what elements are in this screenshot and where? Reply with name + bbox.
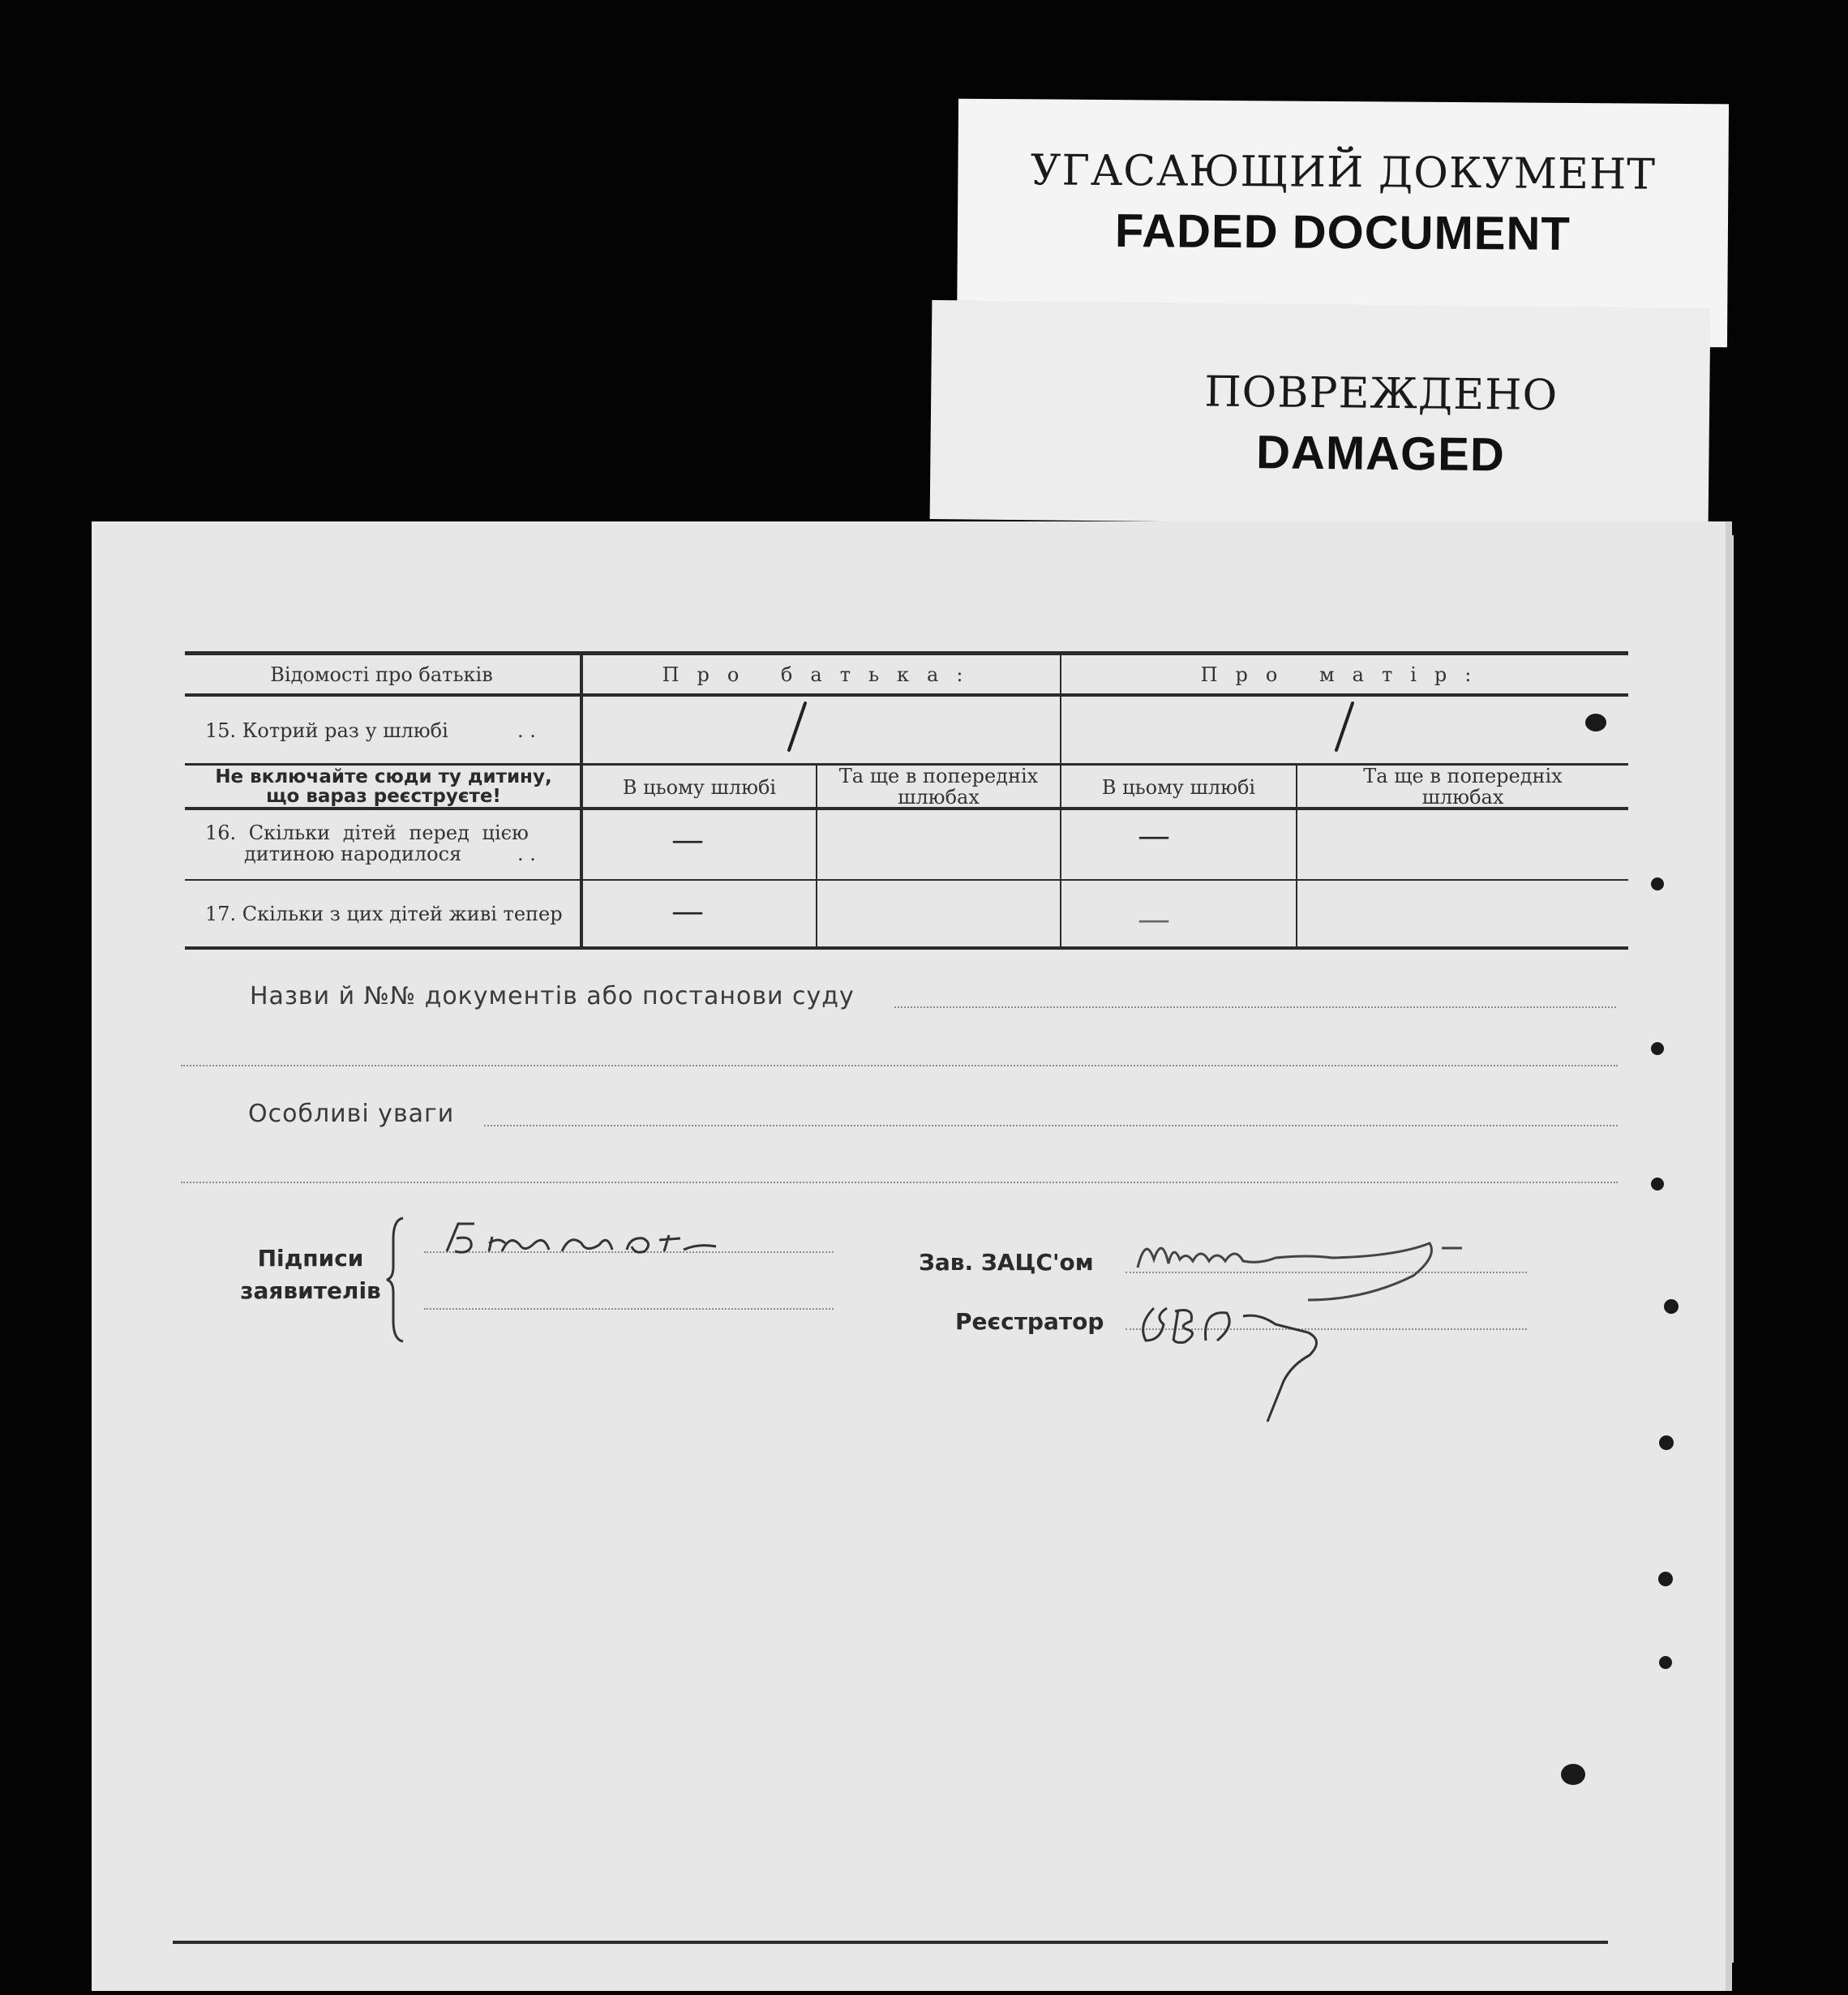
row15-label: 15. Котрий раз у шлюбі bbox=[205, 719, 448, 742]
header-mother: Про матір: bbox=[1200, 663, 1490, 686]
punch-hole bbox=[1585, 714, 1606, 732]
punch-hole bbox=[1659, 1435, 1674, 1450]
row16-dots: . . bbox=[517, 843, 536, 865]
row16-rule bbox=[185, 879, 1628, 881]
row15-mother-value bbox=[1328, 700, 1361, 760]
faded-label-en: FADED DOCUMENT bbox=[1114, 204, 1571, 260]
page-bottom-rule bbox=[173, 1941, 1608, 1944]
documents-label: Назви й №№ документів або постанови суду bbox=[250, 982, 855, 1010]
punch-hole bbox=[1651, 877, 1664, 890]
punch-hole bbox=[1658, 1572, 1673, 1586]
mother-col-prev-1: Та ще в попередніх bbox=[1363, 765, 1563, 787]
header-info: Відомості про батьків bbox=[270, 663, 493, 686]
head-label: Зав. ЗАЦС'ом bbox=[919, 1249, 1094, 1276]
table-bottom-rule bbox=[185, 946, 1628, 950]
signatures-label-1: Підписи bbox=[257, 1245, 364, 1272]
signatures-brace bbox=[385, 1215, 409, 1345]
row15-dots: . . bbox=[517, 719, 536, 742]
punch-hole bbox=[1651, 1042, 1664, 1055]
registrar-label: Реєстратор bbox=[955, 1308, 1104, 1335]
punch-hole bbox=[1561, 1764, 1585, 1785]
note-line2: що вараз реєструєте! bbox=[266, 786, 501, 807]
row17-label: 17. Скільки з цих дітей живі тепер bbox=[205, 903, 563, 925]
row16-label-2: дитиною народилося bbox=[244, 843, 462, 865]
damaged-label bbox=[930, 300, 1711, 527]
row17-mother-value: — bbox=[1138, 901, 1170, 938]
row16-label-1: 16. Скільки дітей перед цією bbox=[205, 822, 529, 844]
mother-col-prev-2: шлюбах bbox=[1421, 786, 1504, 809]
punch-hole bbox=[1664, 1299, 1679, 1314]
remarks-line-2 bbox=[181, 1182, 1618, 1183]
documents-line-1 bbox=[894, 1006, 1616, 1008]
header-rule bbox=[185, 693, 1628, 697]
damaged-label-en: DAMAGED bbox=[1255, 426, 1506, 482]
divider-parents bbox=[1060, 655, 1061, 949]
remarks-line-1 bbox=[484, 1125, 1618, 1126]
table-top-rule bbox=[185, 651, 1628, 655]
mother-col-this: В цьому шлюбі bbox=[1101, 776, 1256, 799]
remarks-label: Особливі уваги bbox=[248, 1100, 455, 1128]
punch-hole bbox=[1659, 1656, 1672, 1669]
applicant-signature bbox=[440, 1219, 748, 1259]
header-father: Про батька: bbox=[662, 663, 981, 686]
row16-mother-value: — bbox=[1138, 817, 1170, 855]
row15-father-value bbox=[781, 700, 813, 760]
father-col-this: В цьому шлюбі bbox=[622, 776, 777, 799]
father-col-prev-2: шлюбах bbox=[898, 786, 980, 809]
row17-father-value: — bbox=[671, 893, 704, 930]
father-col-prev-1: Та ще в попередніх bbox=[838, 765, 1039, 787]
faded-label-ru: УГАСАЮЩИЙ ДОКУМЕНТ bbox=[1030, 146, 1657, 200]
row16-father-value: — bbox=[671, 822, 704, 859]
documents-line-2 bbox=[181, 1065, 1618, 1066]
official-signatures bbox=[1121, 1219, 1576, 1430]
punch-hole bbox=[1651, 1178, 1664, 1191]
document-page bbox=[92, 521, 1732, 1991]
signatures-label-2: заявителів bbox=[240, 1277, 381, 1304]
note-line1: Не включайте сюди ту дитину, bbox=[215, 766, 552, 787]
damaged-label-ru: ПОВРЕЖДЕНО bbox=[1204, 367, 1559, 421]
applicant-sign-line-2 bbox=[424, 1308, 834, 1310]
